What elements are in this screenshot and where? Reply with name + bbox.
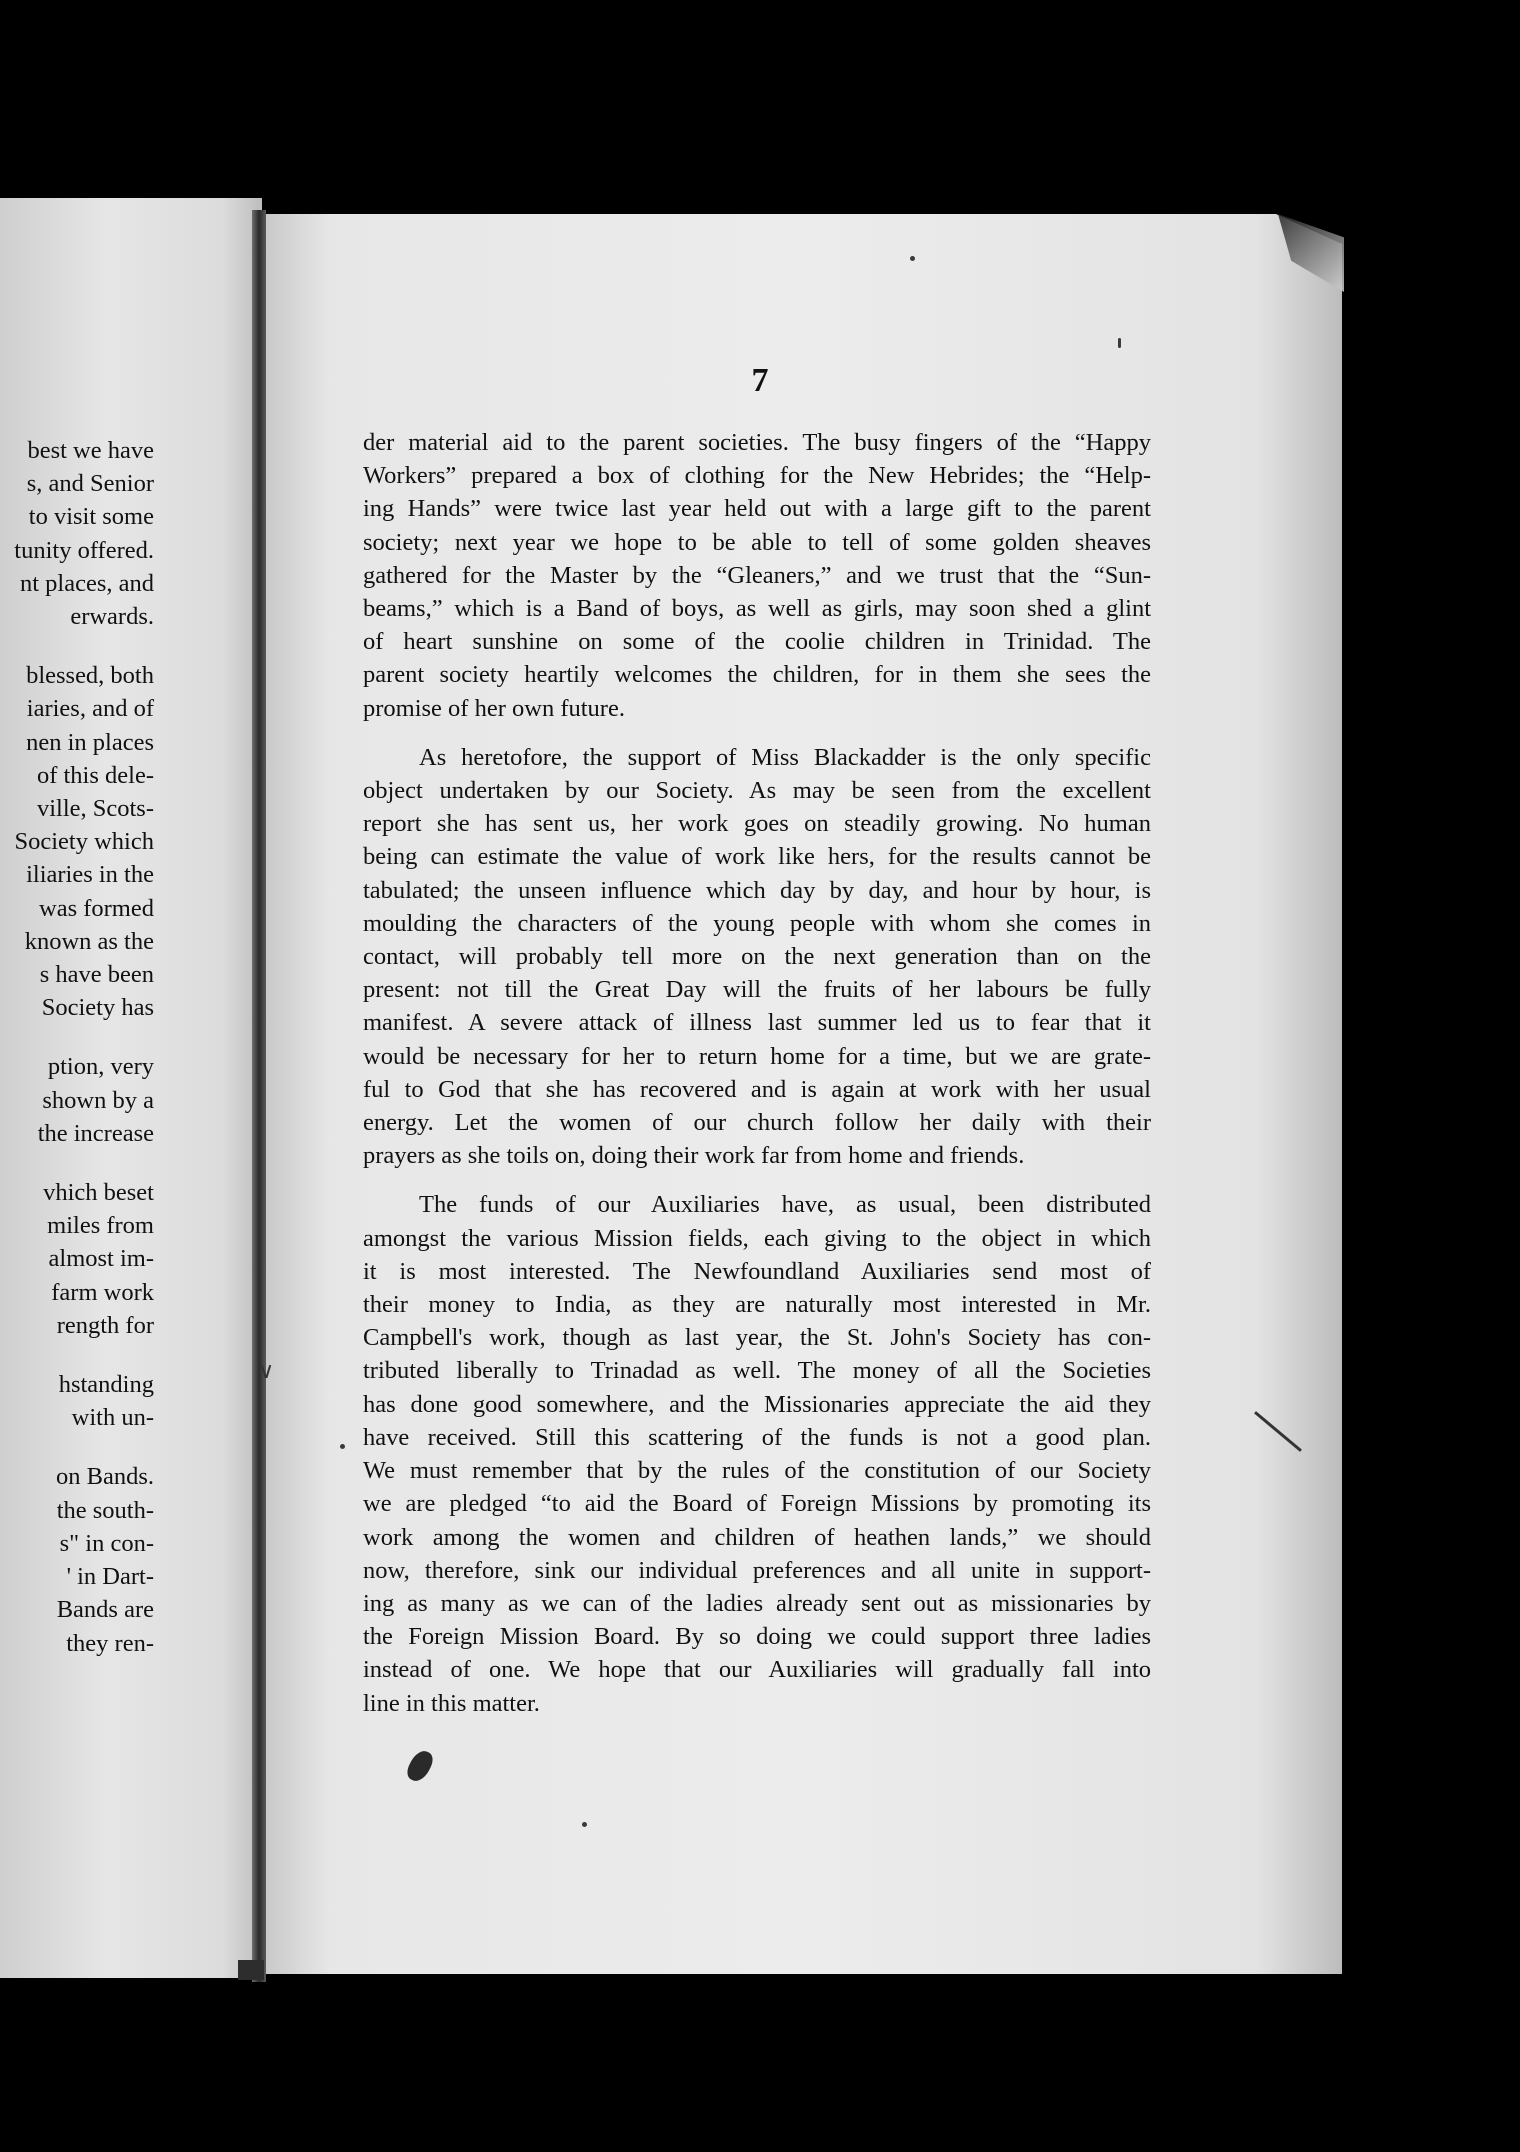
- text-line: ing as many as we can of the ladies already sent out as missionaries by: [363, 1589, 1151, 1617]
- left-page-line: farm work: [51, 1278, 154, 1306]
- gutter-shadow: [238, 1960, 264, 1980]
- text-line: gathered for the Master by the “Gleaners,” and we trust that the “Sun-: [363, 561, 1151, 589]
- left-page-line: s, and Senior: [26, 470, 154, 498]
- left-page-line: iliaries in the: [26, 861, 154, 889]
- text-line: work among the women and children of heathen lands,” we should: [363, 1523, 1151, 1551]
- text-line: we are pledged “to aid the Board of Foreign Missions by promoting its: [363, 1490, 1151, 1518]
- left-page-line: nt places, and: [19, 569, 154, 597]
- text-line: of heart sunshine on some of the coolie children in Trinidad. The: [363, 628, 1151, 656]
- left-page-line: they ren-: [66, 1629, 154, 1657]
- text-line: beams,” which is a Band of boys, as well as girls, may soon shed a glint: [363, 595, 1151, 623]
- text-line: energy. Let the women of our church follow her daily with their: [363, 1109, 1151, 1137]
- text-line: We must remember that by the rules of the constitution of our Society: [363, 1457, 1151, 1485]
- text-line: The funds of our Auxiliaries have, as usual, been distributed: [419, 1191, 1151, 1219]
- left-page-line: [0, 1342, 154, 1368]
- text-line: moulding the characters of the young people with whom she comes in: [363, 909, 1151, 937]
- text-line: would be necessary for her to return home for a time, but we are grate-: [363, 1042, 1151, 1070]
- left-page-line: almost im-: [48, 1245, 154, 1273]
- left-page-line: s have been: [39, 961, 154, 989]
- text-line: ful to God that she has recovered and is again at work with her usual: [363, 1075, 1151, 1103]
- paragraph: [363, 1188, 1151, 1719]
- text-line: amongst the various Mission fields, each giving to the object in which: [363, 1224, 1151, 1252]
- paragraph: [363, 426, 1151, 725]
- left-page-line: miles from: [47, 1212, 154, 1240]
- text-line: object undertaken by our Society. As may be seen from the excellent: [363, 777, 1151, 805]
- left-page-line: best we have: [27, 437, 154, 464]
- left-page-line: ' in Dart-: [66, 1563, 154, 1591]
- text-line: society; next year we hope to be able to tell of some golden sheaves: [363, 528, 1151, 556]
- left-page-line: to visit some: [28, 503, 154, 531]
- text-line: line in this matter.: [363, 1689, 540, 1717]
- text-line: report she has sent us, her work goes on steadily growing. No human: [363, 810, 1151, 838]
- left-page-line: on Bands.: [56, 1463, 154, 1491]
- left-page-line: shown by a: [42, 1086, 154, 1114]
- left-page-line: vhich beset: [43, 1179, 154, 1207]
- left-page-line: Society has: [41, 994, 154, 1022]
- text-line: instead of one. We hope that our Auxiliaries will gradually fall into: [363, 1656, 1151, 1684]
- left-page-line: iaries, and of: [26, 695, 154, 723]
- paragraph-gap: [363, 725, 1151, 741]
- left-page-line: blessed, both: [26, 662, 154, 690]
- left-page-line: [0, 1024, 154, 1050]
- left-page-line: ville, Scots-: [36, 795, 154, 823]
- left-page-line: was formed: [39, 894, 154, 922]
- left-page-line: the south-: [56, 1496, 154, 1524]
- text-line: prayers as she toils on, doing their work far from home and friends.: [363, 1142, 1025, 1170]
- text-line: now, therefore, sink our individual preferences and all unite in support-: [363, 1556, 1151, 1584]
- paragraph: [363, 741, 1151, 1173]
- text-line: parent society heartily welcomes the children, for in them she sees the: [363, 661, 1151, 689]
- text-line: has done good somewhere, and the Missionaries appreciate the aid they: [363, 1390, 1151, 1418]
- text-line: have received. Still this scattering of the funds is not a good plan.: [363, 1423, 1151, 1451]
- margin-tick-mark: ∨: [258, 1358, 275, 1383]
- text-line: promise of her own future.: [363, 694, 625, 722]
- text-line: contact, will probably tell more on the next generation than on the: [363, 943, 1151, 971]
- left-page-line: rength for: [56, 1311, 154, 1339]
- text-line: ing Hands” were twice last year held out with a large gift to the parent: [363, 495, 1151, 523]
- text-line: der material aid to the parent societies. The busy fingers of the “Happy: [363, 429, 1151, 456]
- text-line: tributed liberally to Trinadad as well. The money of all the Societies: [363, 1357, 1151, 1385]
- text-line: manifest. A severe attack of illness last summer led us to fear that it: [363, 1009, 1151, 1037]
- text-line: the Foreign Mission Board. By so doing we could support three ladies: [363, 1623, 1151, 1651]
- left-page-line: ption, very: [47, 1053, 154, 1081]
- left-page-line: tunity offered.: [14, 536, 154, 564]
- speck-mark: [1118, 338, 1121, 348]
- left-page-line: hstanding: [58, 1371, 154, 1399]
- left-page-line: [0, 1150, 154, 1176]
- book-gutter: [252, 210, 266, 1982]
- page-body-text: [363, 426, 1151, 1720]
- speck-mark: [910, 256, 915, 261]
- text-line: As heretofore, the support of Miss Blackadder is the only specific: [419, 743, 1151, 771]
- left-facing-page: [0, 198, 262, 1978]
- left-page-line: nen in places: [26, 728, 154, 756]
- page-number: 7: [751, 362, 769, 399]
- text-line: tabulated; the unseen influence which day by day, and hour by hour, is: [363, 876, 1151, 904]
- text-line: present: not till the Great Day will the fruits of her labours be fully: [363, 976, 1151, 1004]
- paragraph-gap: [363, 1172, 1151, 1188]
- left-page-line: [0, 633, 154, 659]
- left-page-line: the increase: [37, 1119, 154, 1147]
- left-page-line: erwards.: [70, 603, 154, 631]
- left-page-text-fragments: [0, 434, 154, 1660]
- left-page-line: with un-: [71, 1404, 154, 1432]
- text-line: being can estimate the value of work like hers, for the results cannot be: [363, 843, 1151, 871]
- left-page-line: known as the: [24, 927, 154, 955]
- left-page-line: [0, 1434, 154, 1460]
- text-line: their money to India, as they are naturally most interested in Mr.: [363, 1291, 1151, 1319]
- text-line: Campbell's work, though as last year, the St. John's Society has con-: [363, 1324, 1151, 1352]
- speck-mark: [340, 1444, 345, 1449]
- text-line: it is most interested. The Newfoundland Auxiliaries send most of: [363, 1257, 1151, 1285]
- text-line: Workers” prepared a box of clothing for the New Hebrides; the “Help-: [363, 462, 1151, 490]
- left-page-line: of this dele-: [36, 761, 154, 789]
- left-page-line: Bands are: [56, 1596, 154, 1624]
- speck-mark: [582, 1822, 587, 1827]
- left-page-line: Society which: [14, 828, 154, 856]
- left-page-line: s" in con-: [59, 1529, 154, 1557]
